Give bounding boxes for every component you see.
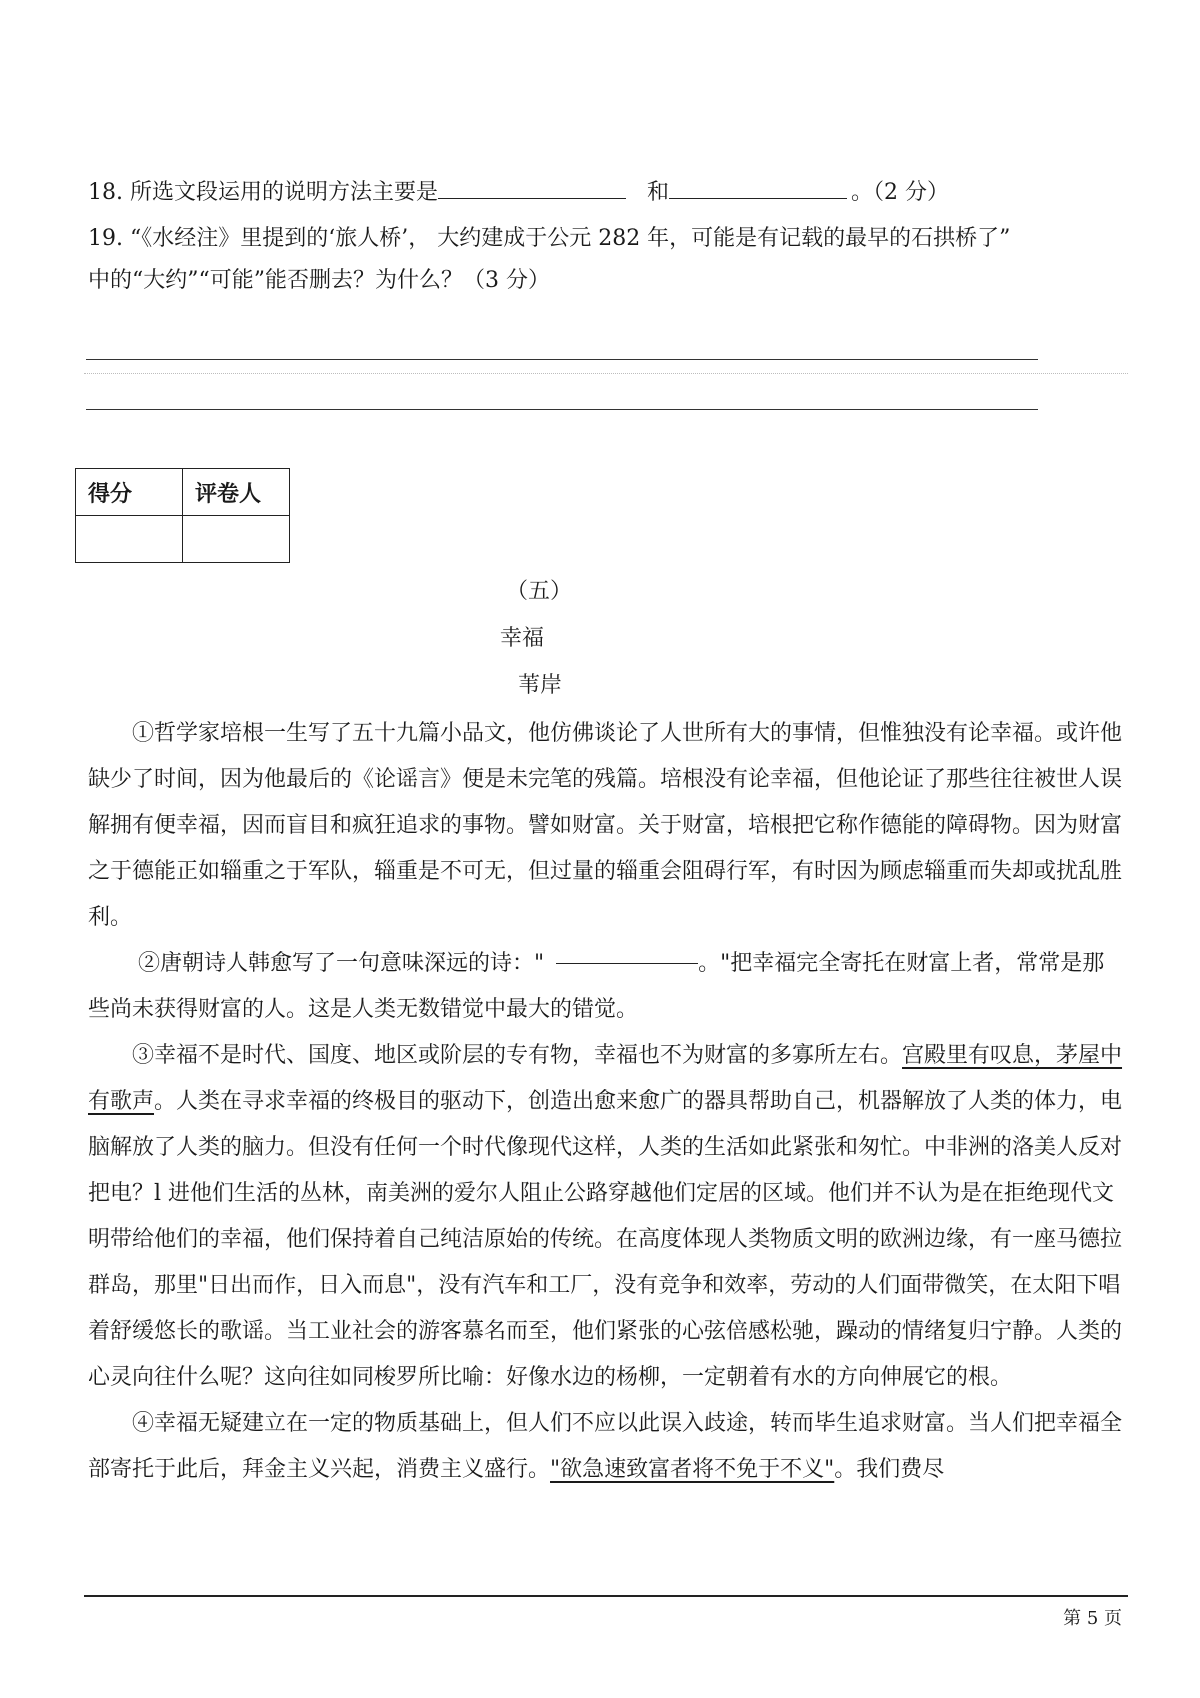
article-title: 幸福 — [500, 626, 545, 651]
article-author: 苇岸 — [518, 673, 563, 698]
score-header: 得分 — [76, 469, 183, 516]
question-19-line-1: 19. “《水经注》里提到的‘旅人桥’， 大约建成于公元 282 年，可能是有记载的最早的石拱桥了” — [88, 226, 1011, 251]
footer-rule — [84, 1595, 1128, 1597]
paragraph-2-start: ②唐朝诗人韩愈写了一句意味深远的诗：" — [138, 951, 545, 976]
question-18-score: 。（2 分） — [851, 180, 949, 205]
dotted-separator — [84, 373, 1128, 374]
paragraph-3 — [88, 1033, 1124, 1401]
paragraph-4-end: 。我们费尽 — [834, 1457, 945, 1482]
paragraph-4-start: ④幸福无疑建立在一定的物质基础上，但人们不应以此误入歧途，转而毕生追求财富。当人们把幸福全部寄托于此后，拜金主义兴起，消费主义盛行。 — [88, 1411, 1123, 1482]
grader-cell[interactable] — [183, 516, 290, 563]
question-18 — [88, 176, 949, 208]
paragraph-2 — [88, 941, 1124, 1033]
grader-header: 评卷人 — [183, 469, 290, 516]
paragraph-1: ①哲学家培根一生写了五十九篇小品文，他仿佛谈论了人世所有大的事情，但惟独没有论幸福。或许他缺少了时间，因为他最后的《论谣言》便是未完笔的残篇。培根没有论幸福，但他论证了那些往往被世人误解拥有便幸福，因而盲目和疯狂追求的事物。譬如财富。关于财富，培根把它称作德能的障碍物。因为财富之于德能正如辎重之于军队，辎重是不可无，但过量的辎重会阻碍行军，有时因为顾虑辎重而失却或扰乱胜利。 — [88, 721, 1123, 930]
article-body — [88, 711, 1124, 1493]
answer-line-2[interactable] — [86, 409, 1038, 410]
underlined-quote: "欲急速致富者将不免于不义" — [550, 1457, 835, 1482]
paragraph-4 — [88, 1401, 1124, 1493]
paragraph-3-start: ③幸福不是时代、国度、地区或阶层的专有物，幸福也不为财富的多寡所左右。 — [132, 1043, 903, 1068]
score-cell[interactable] — [76, 516, 183, 563]
question-19-line-2: 中的“大约”“可能”能否删去？为什么？（3 分） — [88, 268, 550, 293]
answer-blank-2[interactable] — [669, 176, 847, 199]
paragraph-3-end: 。人类在寻求幸福的终极目的驱动下，创造出愈来愈广的器具帮助自己，机器解放了人类的体力，电脑解放了人类的脑力。但没有任何一个时代像现代这样，人类的生活如此紧张和匆忙。中非洲的洛美人反对把电？l 进他们生活的丛林，南美洲的爱尔人阻止公路穿越他们定居的区域。他们并不认为是在拒绝现代文明带给他们的幸福，他们保持着自己纯洁原始的传统。在高度体现人类物质文明的欧洲边缘，有一座马德拉群岛，那里"日出而作，日入而息"，没有汽车和工厂，没有竞争和效率，劳动的人们面带微笑，在太阳下唱着舒缓悠长的歌谣。当工业社会的游客慕名而至，他们紧张的心弦倍感松驰，躁动的情绪复归宁静。人类的心灵向往什么呢？这向往如同梭罗所比喻：好像水边的杨柳，一定朝着有水的方向伸展它的根。 — [88, 1089, 1123, 1390]
page-number: 第 5 页 — [1063, 1608, 1122, 1629]
section-number: （五） — [506, 579, 573, 604]
answer-line-1[interactable] — [86, 359, 1038, 360]
answer-blank-1[interactable] — [438, 176, 626, 199]
poem-blank[interactable] — [556, 941, 698, 964]
question-18-and: 和 — [646, 180, 669, 205]
underlined-phrase: 宫殿里有叹息，茅屋中有歌声 — [88, 1043, 1123, 1114]
question-18-text: 18. 所选文段运用的说明方法主要是 — [88, 180, 438, 205]
score-table — [75, 468, 290, 563]
paragraph-2-end: 。"把幸福完全寄托在财富上者，常常是那些尚未获得财富的人。这是人类无数错觉中最大的错觉。 — [88, 951, 1105, 1022]
